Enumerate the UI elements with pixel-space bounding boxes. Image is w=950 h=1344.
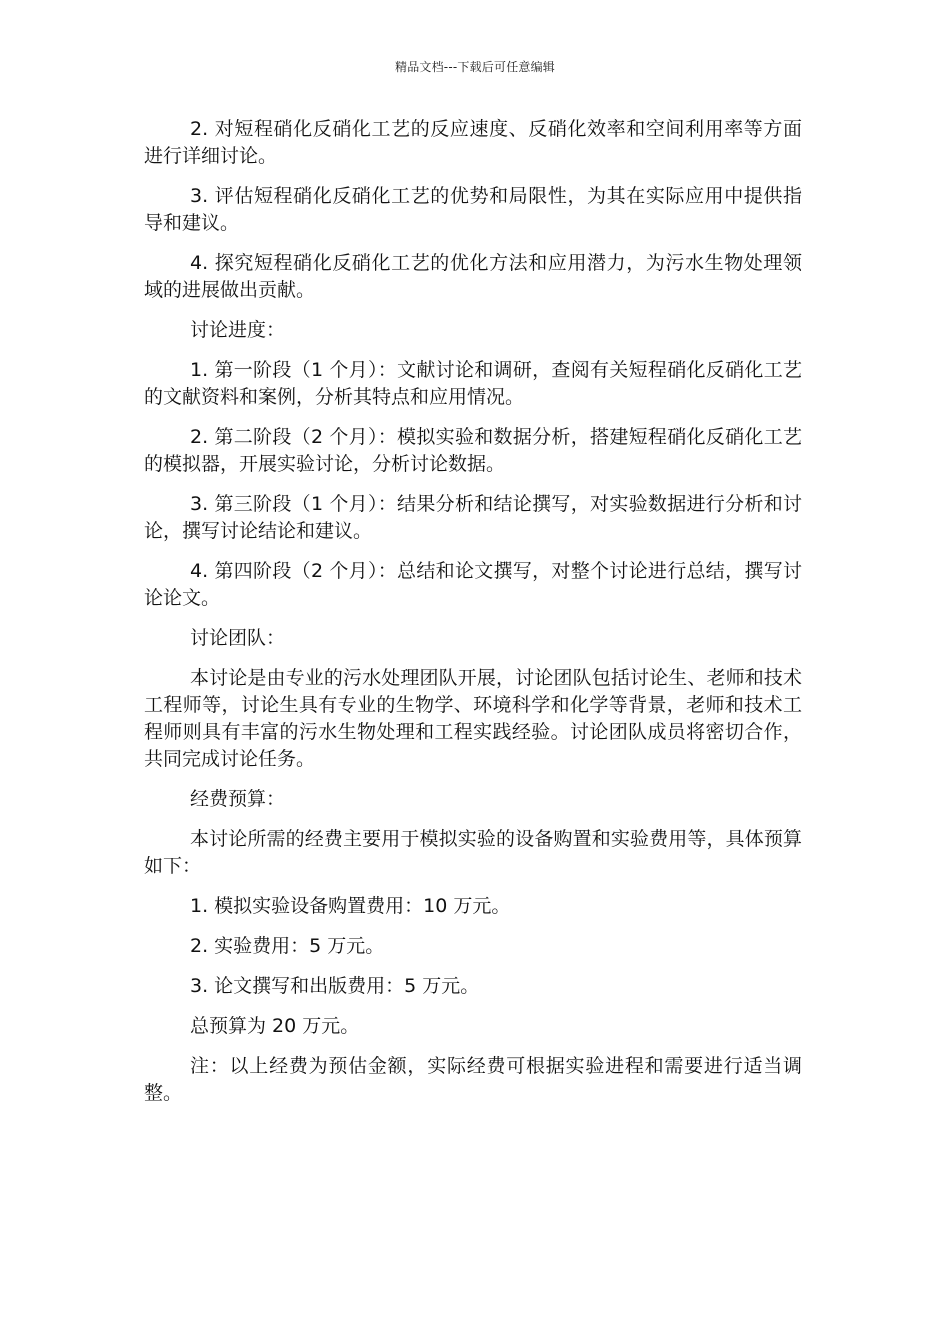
budget-intro-paragraph: 本讨论所需的经费主要用于模拟实验的设备购置和实验费用等，具体预算如下： xyxy=(144,828,802,877)
budget-item-3: 3. 论文撰写和出版费用：5 万元。 xyxy=(190,975,480,997)
phase-1-paragraph: 1. 第一阶段（1 个月）：文献讨论和调研，查阅有关短程硝化反硝化工艺的文献资料和案例，分析其特点和应用情况。 xyxy=(144,359,802,408)
objective-4-paragraph: 4. 探究短程硝化反硝化工艺的优化方法和应用潜力，为污水生物处理领域的进展做出贡献。 xyxy=(144,252,802,301)
document-body xyxy=(144,116,802,1120)
phase-2-paragraph: 2. 第二阶段（2 个月）：模拟实验和数据分析，搭建短程硝化反硝化工艺的模拟器，开展实验讨论，分析讨论数据。 xyxy=(144,426,802,475)
team-heading: 讨论团队： xyxy=(190,627,286,649)
budget-heading: 经费预算： xyxy=(190,788,286,810)
budget-item-1: 1. 模拟实验设备购置费用：10 万元。 xyxy=(190,895,511,917)
budget-note: 注：以上经费为预估金额，实际经费可根据实验进程和需要进行适当调整。 xyxy=(144,1055,802,1104)
page-header: 精品文档---下载后可任意编辑 xyxy=(395,60,555,74)
progress-heading: 讨论进度： xyxy=(190,319,286,341)
budget-total: 总预算为 20 万元。 xyxy=(190,1015,360,1037)
phase-3-paragraph: 3. 第三阶段（1 个月）：结果分析和结论撰写，对实验数据进行分析和讨论，撰写讨论结论和建议。 xyxy=(144,493,802,542)
budget-item-2: 2. 实验费用：5 万元。 xyxy=(190,935,385,957)
objective-3-paragraph: 3. 评估短程硝化反硝化工艺的优势和局限性，为其在实际应用中提供指导和建议。 xyxy=(144,185,802,234)
phase-4-paragraph: 4. 第四阶段（2 个月）：总结和论文撰写，对整个讨论进行总结，撰写讨论论文。 xyxy=(144,560,802,609)
team-paragraph: 本讨论是由专业的污水处理团队开展，讨论团队包括讨论生、老师和技术工程师等，讨论生具有专业的生物学、环境科学和化学等背景，老师和技术工程师则具有丰富的污水生物处理和工程实践经验。讨论团队成员将密切合作，共同完成讨论任务。 xyxy=(144,667,802,770)
objective-2-paragraph: 2. 对短程硝化反硝化工艺的反应速度、反硝化效率和空间利用率等方面进行详细讨论。 xyxy=(144,118,802,167)
